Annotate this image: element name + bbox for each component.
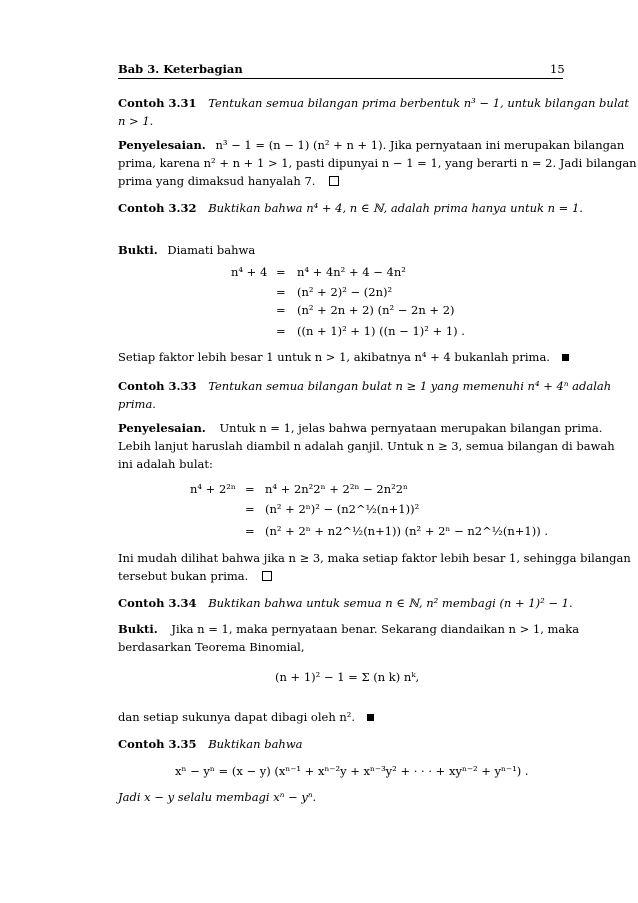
example-3-33-line1 [118,379,611,393]
qed-square-icon [329,176,339,186]
solution-label: Penyelesaian. [118,138,206,152]
qed-filled-square-icon [367,714,374,721]
proof-3-34-line2: berdasarkan Teorema Binomial, [118,640,305,654]
solution-text-line2: Lebih lanjut haruslah diambil n adalah ganjil. Untuk n ≥ 3, semua bilangan di bawah [118,439,615,453]
example-label: Contoh 3.34 [118,596,197,610]
example-label: Contoh 3.31 [118,96,197,110]
proof-label: Bukti. [118,622,158,636]
proof-text: Diamati bahwa [167,243,256,257]
proof-text: Jika n = 1, maka pernyataan benar. Sekarang diandaikan n > 1, maka [171,622,580,636]
equation-row: (n² + 2ⁿ + n2^½(n+1)) (n² + 2ⁿ − n2^½(n+1)) . [265,524,548,538]
example-statement: Tentukan semua bilangan prima berbentuk n³ − 1, untuk bilangan bulat [208,96,629,110]
proof-3-34-line1 [118,622,579,636]
equals-sign: = [276,285,286,299]
equation-lhs: n⁴ + 2²ⁿ [190,482,236,496]
equals-sign: = [245,482,255,496]
solution-3-33-conclusion2 [118,569,272,583]
proof-text: dan setiap sukunya dapat dibagi oleh n². [118,710,356,724]
solution-text: tersebut bukan prima. [118,569,249,583]
equation-lhs: n⁴ + 4 [231,265,268,279]
solution-text-line3 [118,174,339,188]
solution-text-line2: prima, karena n² + n + 1 > 1, pasti dipunyai n − 1 = 1, yang berarti n = 2. Jadi bilangan [118,156,637,170]
page-number: 15 [550,62,565,76]
example-3-35-conclusion: Jadi x − y selalu membagi xⁿ − yⁿ. [118,790,317,804]
proof-label: Bukti. [118,243,158,257]
example-statement: Buktikan bahwa untuk semua n ∈ ℕ, n² membagi (n + 1)² − 1. [208,596,573,610]
example-3-34 [118,596,573,610]
example-3-32 [118,201,583,215]
equation-row: n⁴ + 2n²2ⁿ + 2²ⁿ − 2n²2ⁿ [265,482,409,496]
solution-text: n³ − 1 = (n − 1) (n² + n + 1). Jika pernyataan ini merupakan bilangan [215,138,625,152]
qed-filled-square-icon [562,354,569,361]
header-rule [118,78,563,79]
example-statement: Buktikan bahwa [208,737,303,751]
equals-sign: = [245,502,255,516]
solution-label: Penyelesaian. [118,421,206,435]
factorization-equation: xⁿ − yⁿ = (x − y) (xⁿ⁻¹ + xⁿ⁻²y + xⁿ⁻³y² + · · · + xyⁿ⁻² + yⁿ⁻¹) . [175,764,529,778]
solution-text-line3: ini adalah bulat: [118,457,213,471]
proof-3-34-conclusion [118,710,374,724]
solution-3-33-conclusion1: Ini mudah dilihat bahwa jika n ≥ 3, maka setiap faktor lebih besar 1, sehingga bilangan [118,551,631,565]
example-statement: Buktikan bahwa n⁴ + 4, n ∈ ℕ, adalah prima hanya untuk n = 1. [208,201,583,215]
proof-3-32-intro [118,243,255,257]
solution-text: Untuk n = 1, jelas bahwa pernyataan merupakan bilangan prima. [219,421,603,435]
example-statement-cont: prima. [118,397,156,411]
solution-text: prima yang dimaksud hanyalah 7. [118,174,316,188]
example-label: Contoh 3.32 [118,201,197,215]
equals-sign: = [276,303,286,317]
example-label: Contoh 3.35 [118,737,197,751]
equation-row: (n² + 2)² − (2n)² [297,285,393,299]
equation-row: (n² + 2n + 2) (n² − 2n + 2) [297,303,455,317]
proof-text: Setiap faktor lebih besar 1 untuk n > 1, akibatnya n⁴ + 4 bukanlah prima. [118,350,550,364]
example-label: Contoh 3.33 [118,379,197,393]
equals-sign: = [276,324,286,338]
running-header-chapter: Bab 3. Keterbagian [118,62,243,76]
equals-sign: = [276,265,286,279]
proof-3-32-conclusion [118,350,569,364]
equation-row: n⁴ + 4n² + 4 − 4n² [297,265,406,279]
example-3-35 [118,737,303,751]
equation-row: ((n + 1)² + 1) ((n − 1)² + 1) . [297,324,465,338]
example-3-31-line1 [118,96,629,110]
solution-3-31-line1 [118,138,624,152]
binomial-equation: (n + 1)² − 1 = Σ (n k) nᵏ, [275,670,420,684]
example-statement: Tentukan semua bilangan bulat n ≥ 1 yang memenuhi n⁴ + 4ⁿ adalah [208,379,612,393]
solution-3-33-line1 [118,421,602,435]
qed-square-icon [262,571,272,581]
equals-sign: = [245,524,255,538]
equation-row: (n² + 2ⁿ)² − (n2^½(n+1))² [265,502,420,516]
example-statement-cont: n > 1. [118,114,154,128]
